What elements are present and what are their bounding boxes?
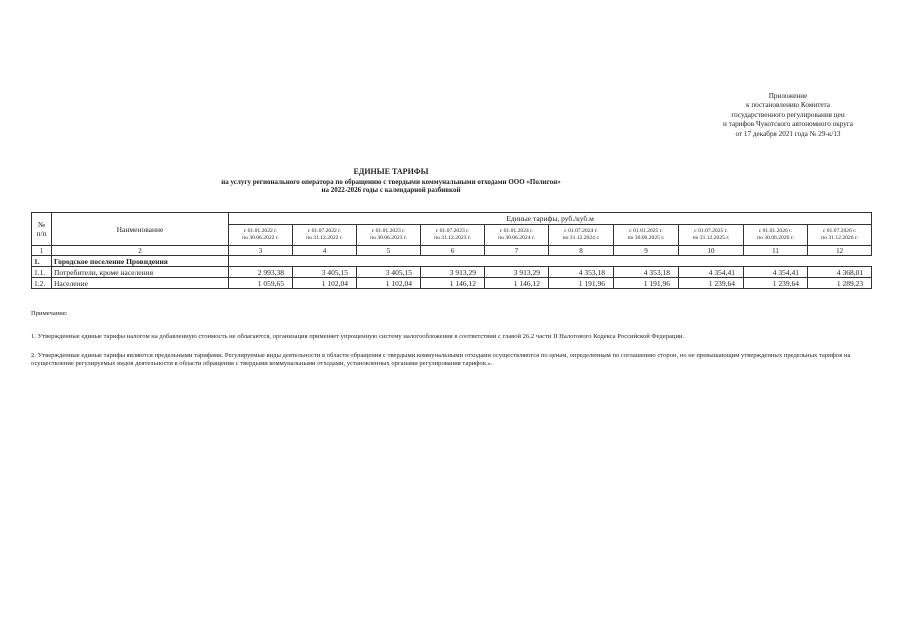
tariff-value: 4 353,18 <box>549 267 614 278</box>
column-number: 10 <box>679 246 744 256</box>
period-header <box>549 225 614 246</box>
section-row <box>32 256 872 267</box>
period-header-line: по 31.12.2022 г. <box>306 235 343 241</box>
tariff-value: 2 993,38 <box>229 267 293 278</box>
appendix-line: к постановлению Комитета <box>746 101 830 110</box>
column-number: 11 <box>744 246 808 256</box>
period-header <box>229 225 293 246</box>
period-header-line: с 01.07.2022 г. <box>307 228 342 234</box>
tariff-value: 1 146,12 <box>421 278 485 289</box>
period-header-line: по 30.06.2022 г. <box>242 235 279 241</box>
note-1: 1. Утвержденные единые тарифы налогом на добавленную стоимость не облагаются, организация применяет упрощенную систему налогообложения в соответствии с главой 26.2 части II Налогового Кодекса Российской Федерации. <box>31 333 685 340</box>
period-header-line: по 31.12.2024 г. <box>562 235 600 241</box>
row-name: Население <box>52 278 229 289</box>
row-number: 1.2. <box>32 278 52 289</box>
tariff-value: 4 353,18 <box>614 267 679 278</box>
title-line-1: ЕДИНЫЕ ТАРИФЫ <box>353 167 429 176</box>
tariff-value: 4 354,41 <box>744 267 808 278</box>
section-empty <box>229 256 872 267</box>
period-header <box>421 225 485 246</box>
period-header-line: с 01.01.2025 г. <box>629 228 663 234</box>
header-tariffs: Единые тарифы, руб./куб.м <box>229 213 872 225</box>
period-header-line: по 31.12.2026 г. <box>821 235 858 241</box>
tariff-value: 1 289,23 <box>808 278 872 289</box>
tariff-value: 3 913,29 <box>485 267 549 278</box>
tariff-value: 3 405,15 <box>293 267 357 278</box>
column-number: 6 <box>421 246 485 256</box>
header-number: № п/п <box>32 213 52 246</box>
column-number: 12 <box>808 246 872 256</box>
title-line-3: на 2022-2026 годы с календарной разбивкой <box>321 186 461 194</box>
period-header <box>614 225 679 246</box>
appendix-line: Приложение <box>768 92 808 100</box>
period-header <box>485 225 549 246</box>
tariff-value: 1 239,64 <box>679 278 744 289</box>
table-row <box>32 267 872 278</box>
tariff-value: 1 191,96 <box>549 278 614 289</box>
notes-title: Примечание: <box>31 310 68 317</box>
period-header <box>744 225 808 246</box>
table-row <box>32 278 872 289</box>
period-header <box>808 225 872 246</box>
appendix-block <box>668 92 905 139</box>
data-rows <box>32 267 872 289</box>
period-header-line: с 01.01.2023 г. <box>371 228 406 234</box>
tariff-value: 3 405,15 <box>357 267 421 278</box>
column-number: 8 <box>549 246 614 256</box>
appendix-line: и тарифов Чукотского автономного округа <box>723 120 853 129</box>
tariff-value: 1 059,65 <box>229 278 293 289</box>
column-number: 4 <box>293 246 357 256</box>
tariff-value: 1 239,64 <box>744 278 808 289</box>
period-header <box>679 225 744 246</box>
column-number: 3 <box>229 246 293 256</box>
column-number: 1 <box>32 246 52 256</box>
appendix-line: государственного регулирования цен <box>731 110 845 119</box>
period-header-line: с 01.07.2024 г. <box>564 228 598 234</box>
document-title <box>0 168 782 195</box>
column-number: 2 <box>52 246 229 256</box>
appendix-line: от 17 декабря 2021 года № 29-к/13 <box>735 129 841 138</box>
period-header-line: с 01.07.2026 г. <box>822 228 857 234</box>
tariffs-table <box>31 212 872 289</box>
tariff-value: 3 913,29 <box>421 267 485 278</box>
header-name: Наименование <box>52 213 229 246</box>
tariff-value: 1 102,04 <box>293 278 357 289</box>
period-header-line: по 30.06.2026 г. <box>757 235 794 241</box>
period-header-line: с 01.07.2023 г. <box>435 228 470 234</box>
period-header-line: с 01.07.2025 г. <box>694 228 728 234</box>
period-header-line: по 30.06.2024 г. <box>498 235 535 241</box>
column-number: 7 <box>485 246 549 256</box>
tariff-value: 4 368,01 <box>808 267 872 278</box>
period-header-line: по 30.06.2025 г. <box>627 235 665 241</box>
tariff-value: 1 146,12 <box>485 278 549 289</box>
period-header <box>293 225 357 246</box>
period-header-line: с 01.01.2026 г. <box>758 228 793 234</box>
period-header-line: по 30.06.2023 г. <box>370 235 407 241</box>
note-2: 2. Утвержденные единые тарифы являются предельными тарифами. Регулируемые виды деятельности в области обращения с твердыми коммунальными отходами осуществляются по ценам, определенным по соглашению сторон, но не превышающим утвержденных предельных тарифов на осуществление регулируемых видов деятельности в области обращения с твердыми коммунальными отходами, установленных органами регулирования тарифов.». <box>31 352 851 368</box>
row-number: 1.1. <box>32 267 52 278</box>
period-header <box>357 225 421 246</box>
column-number-row <box>32 246 872 256</box>
column-number: 9 <box>614 246 679 256</box>
period-header-line: по 31.12.2023 г. <box>434 235 471 241</box>
period-header-line: с 01.01.2022 г. <box>243 228 278 234</box>
period-header-line: по 31.12.2025 г. <box>692 235 730 241</box>
section-number: 1. <box>32 256 52 267</box>
row-name: Потребители, кроме населения <box>52 267 229 278</box>
tariff-value: 4 354,41 <box>679 267 744 278</box>
title-line-2: на услугу регионального оператора по обращению с твердыми коммунальными отходами ООО «Полигон» <box>221 177 561 186</box>
column-number: 5 <box>357 246 421 256</box>
section-name: Городское поселение Провидения <box>52 256 229 267</box>
tariff-value: 1 102,04 <box>357 278 421 289</box>
period-header-line: с 01.01.2024 г. <box>499 228 534 234</box>
tariff-value: 1 191,96 <box>614 278 679 289</box>
